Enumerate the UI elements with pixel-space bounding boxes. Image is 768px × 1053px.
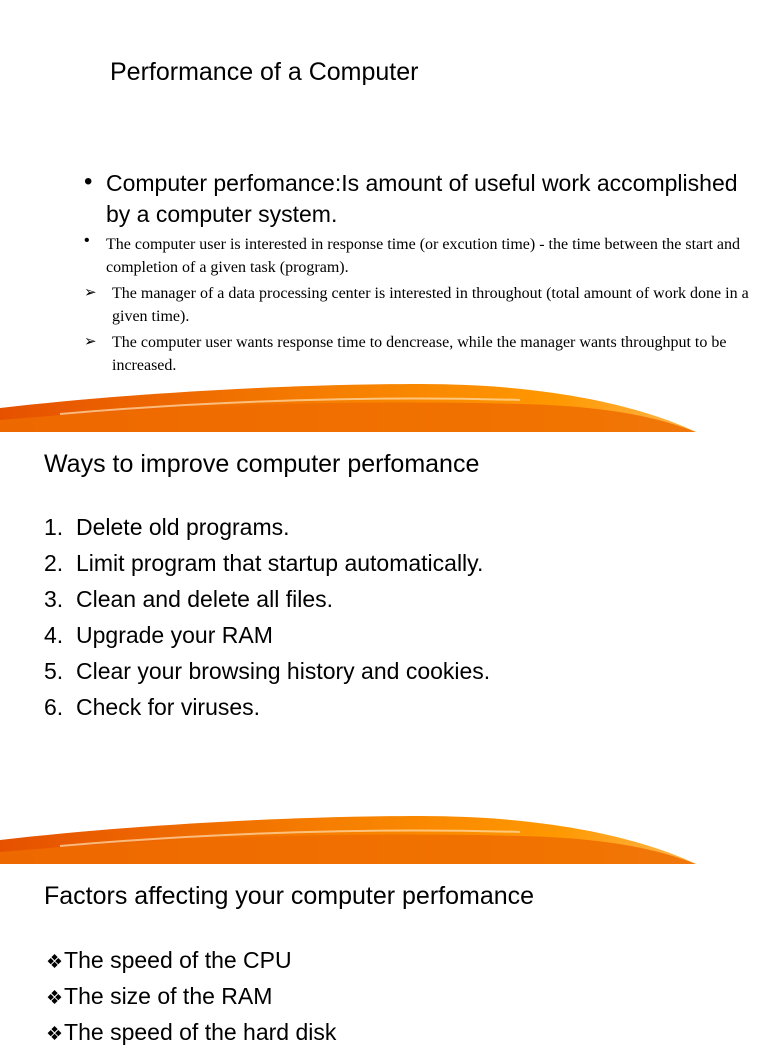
list-number: 5. — [44, 658, 64, 684]
list-item — [46, 1014, 336, 1050]
list-item-text: The speed of the hard disk — [64, 1019, 337, 1045]
list-item — [84, 168, 764, 230]
list-number: 4. — [44, 622, 64, 648]
list-item — [44, 689, 490, 725]
bullet-icon: • — [84, 168, 93, 195]
list-item — [44, 545, 490, 581]
slide-title: Factors affecting your computer perfomance — [44, 882, 535, 910]
arrow-bullet-icon: ➢ — [84, 285, 97, 301]
list-item — [44, 509, 490, 545]
diamond-bullet-icon: ❖ — [46, 988, 64, 1009]
list-number: 2. — [44, 550, 64, 576]
list-item-text: Limit program that startup automatically. — [76, 550, 484, 576]
list-item — [84, 233, 764, 279]
slide-ways-to-improve — [0, 433, 768, 866]
slide-performance — [0, 0, 768, 433]
list-number: 3. — [44, 586, 64, 612]
numbered-list — [44, 509, 490, 725]
list-item — [44, 617, 490, 653]
list-item-text: Clean and delete all files. — [76, 586, 333, 612]
bullet-icon: • — [84, 232, 90, 249]
list-item — [46, 978, 336, 1014]
list-item-text: The size of the RAM — [64, 983, 273, 1009]
bullet-list — [84, 168, 764, 380]
diamond-bullet-icon: ❖ — [46, 952, 64, 973]
list-item — [46, 942, 336, 978]
list-number: 1. — [44, 514, 64, 540]
list-item — [44, 653, 490, 689]
list-item — [84, 282, 764, 328]
slide-title: Performance of a Computer — [110, 58, 419, 86]
list-item-text: Computer perfomance:Is amount of useful work accomplished by a computer system. — [106, 170, 738, 227]
list-item-text: The computer user is interested in response time (or excution time) - the time between the start and completion of a given task (program). — [106, 236, 741, 276]
list-item — [84, 331, 764, 377]
list-item — [44, 581, 490, 617]
factor-list — [46, 942, 336, 1050]
orange-swoosh-decoration — [0, 374, 768, 434]
diamond-bullet-icon: ❖ — [46, 1024, 64, 1045]
list-item-text: The computer user wants response time to dencrease, while the manager wants throughput to be increased. — [112, 334, 727, 374]
arrow-bullet-icon: ➢ — [84, 334, 97, 350]
list-number: 6. — [44, 694, 64, 720]
list-item-text: Delete old programs. — [76, 514, 290, 540]
list-item-text: The speed of the CPU — [64, 947, 292, 973]
orange-swoosh-decoration — [0, 806, 768, 866]
list-item-text: Clear your browsing history and cookies. — [76, 658, 491, 684]
slide-factors — [0, 866, 768, 1045]
list-item-text: Upgrade your RAM — [76, 622, 273, 648]
slide-title: Ways to improve computer perfomance — [44, 450, 480, 478]
list-item-text: Check for viruses. — [76, 694, 261, 720]
list-item-text: The manager of a data processing center is interested in throughout (total amount of work done in a given time). — [112, 285, 749, 325]
